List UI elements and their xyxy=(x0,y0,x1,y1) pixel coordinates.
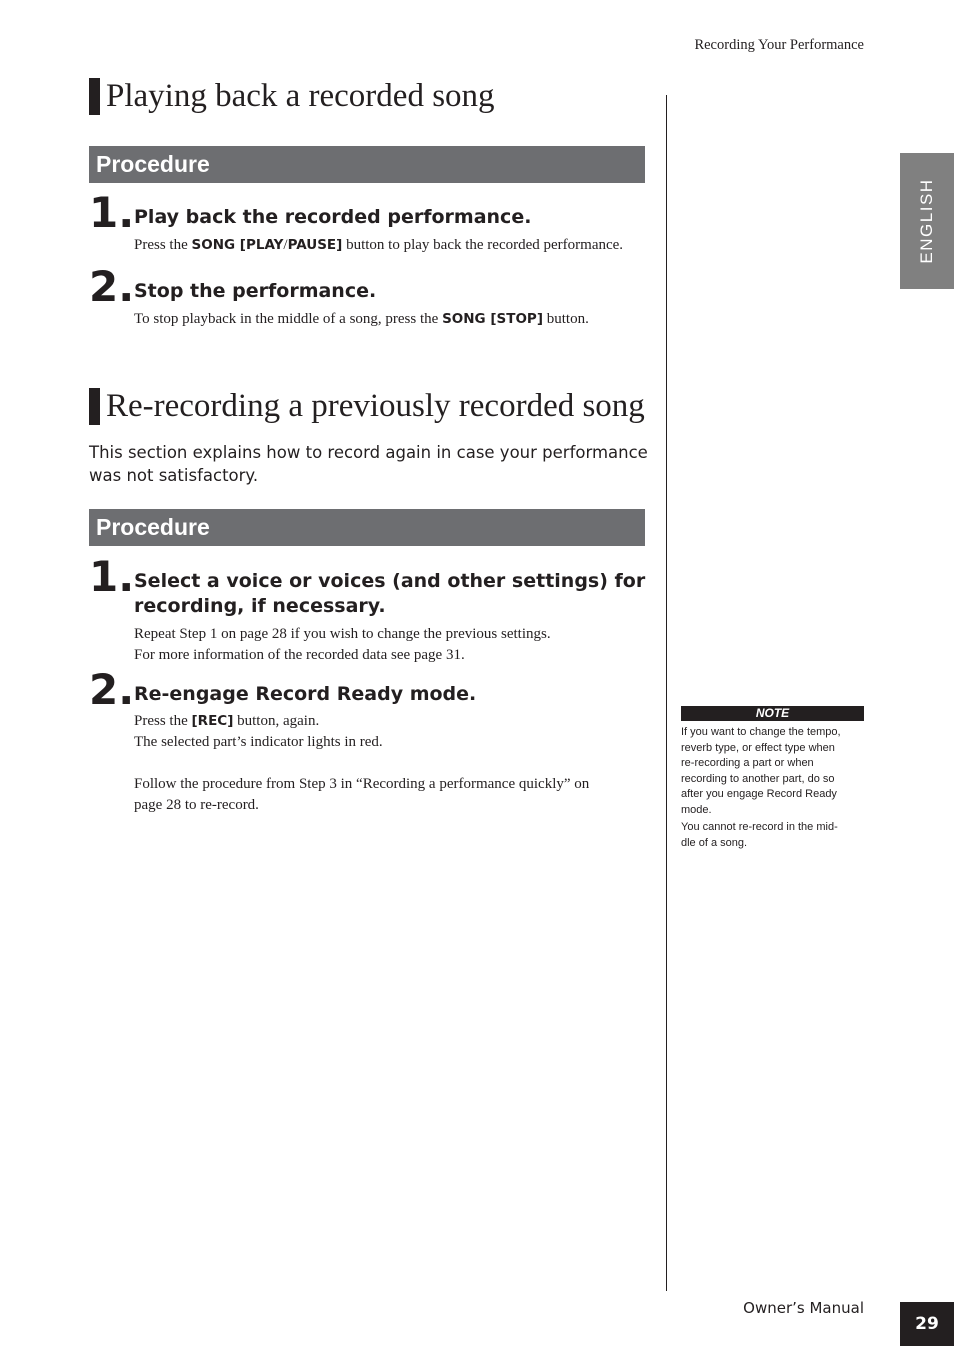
heading-bar xyxy=(89,78,100,115)
step-number: 2. xyxy=(89,665,135,714)
procedure-label: Procedure xyxy=(96,151,210,177)
note-text: If you want to change the tempo, reverb type, or effect type when re-recording a part or when recording to another part, do so after you engage Record Ready mode. You cannot re-record in the mid- dle of a song. xyxy=(681,726,841,849)
section2-title: Re-recording a previously recorded song xyxy=(106,388,645,424)
step-title: Re-engage Record Ready mode. xyxy=(134,683,477,705)
note-label: NOTE xyxy=(681,706,864,721)
step-description: Repeat Step 1 on page 28 if you wish to change the previous settings. For more information of the recorded data see page 31. xyxy=(134,626,551,663)
page-number: 29 xyxy=(900,1302,954,1346)
procedure-label: Procedure xyxy=(96,514,210,540)
step-number: 1. xyxy=(89,552,135,601)
button-label: PAUSE] xyxy=(287,237,343,253)
section2-procedure-bar xyxy=(89,509,645,546)
language-tab xyxy=(900,153,954,289)
heading-bar xyxy=(89,388,100,425)
step-description: To stop playback in the middle of a song, press the SONG [STOP] button. xyxy=(134,311,589,327)
button-label: SONG [STOP] xyxy=(442,311,543,327)
section1-procedure-bar xyxy=(89,146,645,183)
button-label: [REC] xyxy=(191,713,234,729)
footer-manual-label: Owner’s Manual xyxy=(743,1299,864,1317)
step-title: Play back the recorded performance. xyxy=(134,206,532,228)
step-number: 2. xyxy=(89,262,135,311)
step-title: Select a voice or voices (and other settings) for recording, if necessary. xyxy=(134,570,646,617)
step-title: Stop the performance. xyxy=(134,280,377,302)
step-description: Press the [REC] button, again. The selected part’s indicator lights in red. Follow the procedure from Step 3 in “Recording a performance quickly” on page 28 to re-record. xyxy=(134,713,590,813)
section2-intro: This section explains how to record again in case your performance was not satisfactory. xyxy=(89,443,648,485)
step-number: 1. xyxy=(89,188,135,237)
section1-title: Playing back a recorded song xyxy=(106,78,495,114)
language-tab-label: ENGLISH xyxy=(917,178,936,264)
button-label: SONG [PLAY xyxy=(191,237,284,253)
step-description: Press the SONG [PLAY/PAUSE] button to play back the recorded performance. xyxy=(134,237,624,253)
column-divider xyxy=(666,95,667,1291)
running-head: Recording Your Performance xyxy=(694,37,864,53)
